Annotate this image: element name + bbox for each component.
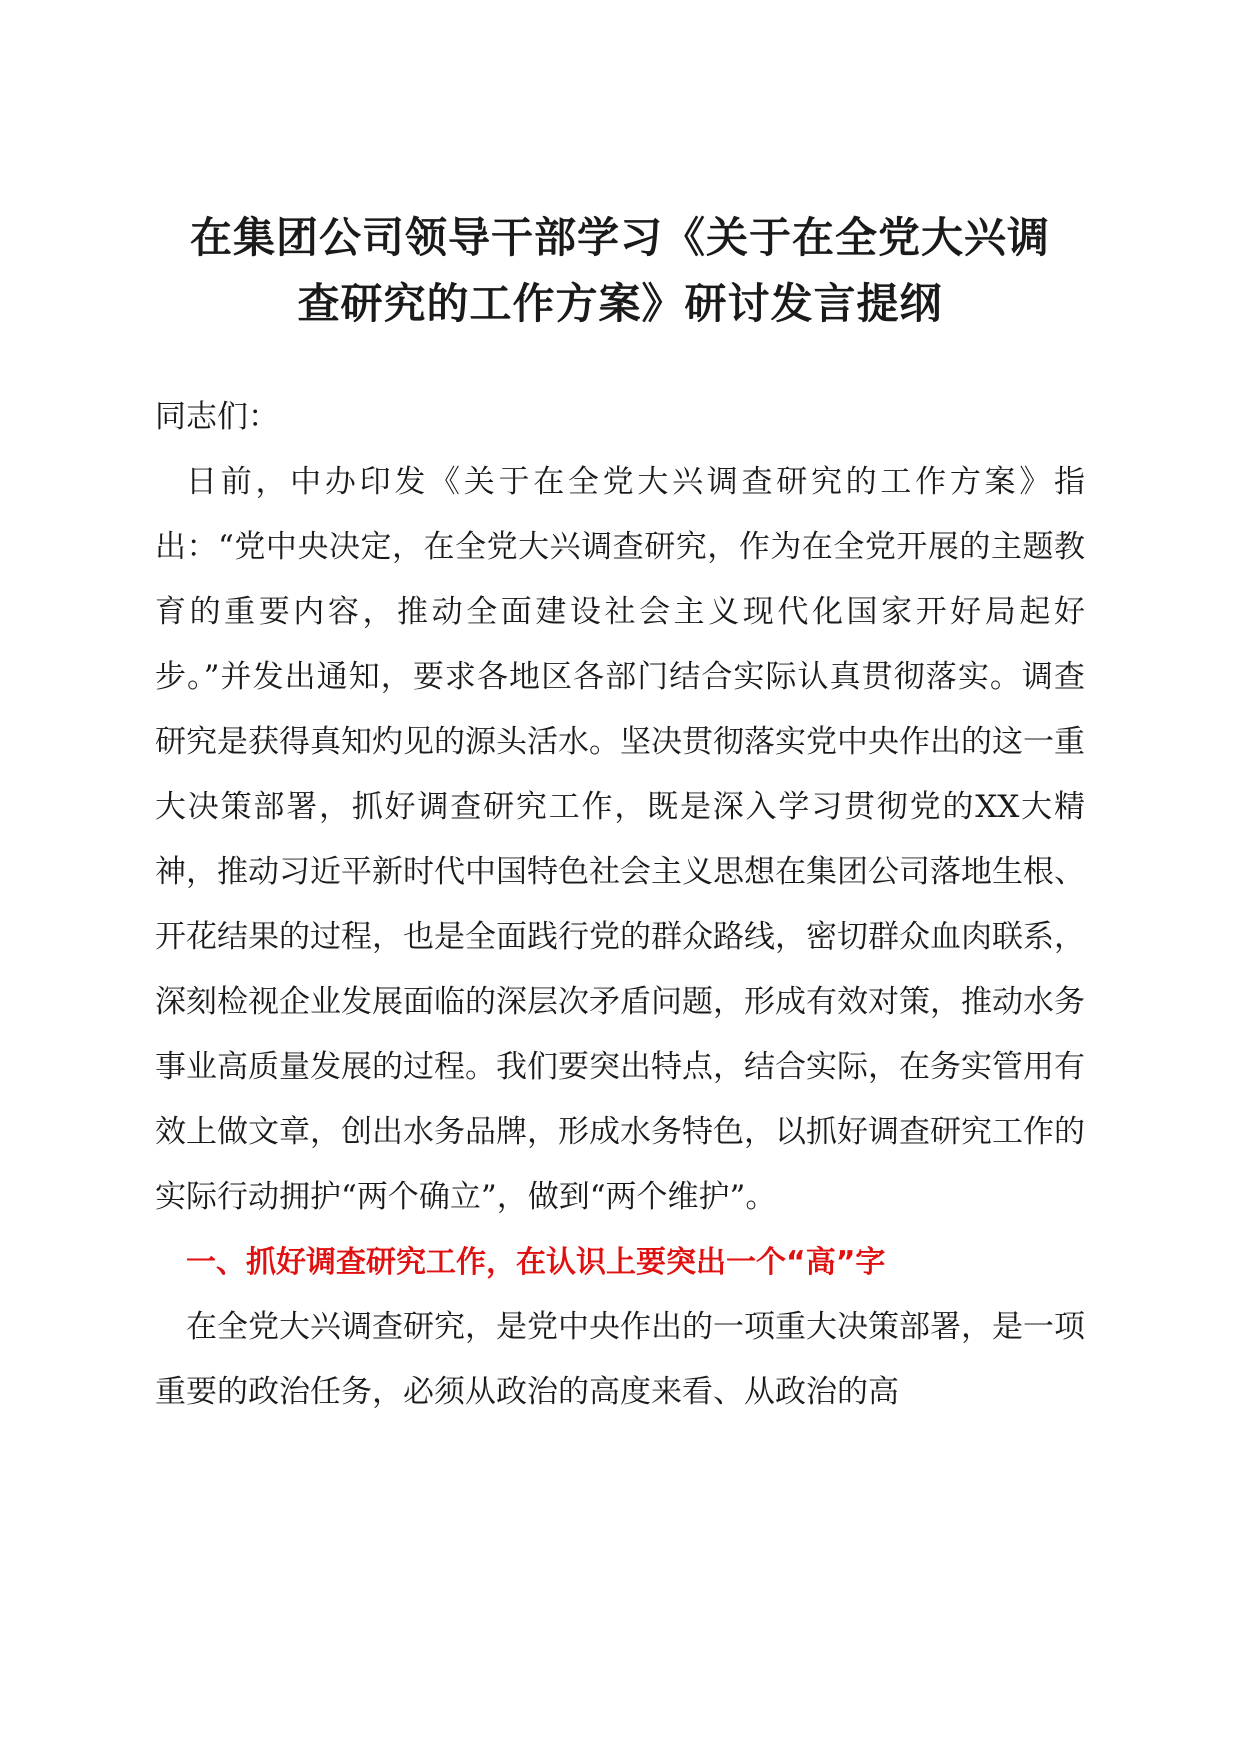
paragraph-section-1: 在全党大兴调查研究，是党中央作出的一项重大决策部署，是一项重要的政治任务，必须从政治的高度来看、从政治的高 bbox=[155, 1309, 1085, 1410]
document-body bbox=[155, 385, 1085, 1425]
salutation: 同志们： bbox=[155, 399, 279, 435]
title-line-2: 查研究的工作方案》研讨发言提纲 bbox=[297, 279, 943, 328]
document-title bbox=[150, 205, 1090, 337]
section-heading-1: 一、抓好调查研究工作，在认识上要突出一个“高”字 bbox=[186, 1245, 886, 1280]
title-line-1: 在集团公司领导干部学习《关于在全党大兴调 bbox=[189, 213, 1050, 262]
paragraph-intro: 日前，中办印发《关于在全党大兴调查研究的工作方案》指出：“党中央决定，在全党大兴调查研究，作为在全党开展的主题教育的重要内容，推动全面建设社会主义现代化国家开好局起好步。”并发出通知，要求各地区各部门结合实际认真贯彻落实。调查研究是获得真知灼见的源头活水。坚决贯彻落实党中央作出的这一重大决策部署，抓好调查研究工作，既是深入学习贯彻党的XX大精神，推动习近平新时代中国特色社会主义思想在集团公司落地生根、开花结果的过程，也是全面践行党的群众路线，密切群众血肉联系，深刻检视企业发展面临的深层次矛盾问题，形成有效对策，推动水务事业高质量发展的过程。我们要突出特点，结合实际，在务实管用有效上做文章，创出水务品牌，形成水务特色，以抓好调查研究工作的实际行动拥护“两个确立”，做到“两个维护”。 bbox=[155, 464, 1085, 1215]
